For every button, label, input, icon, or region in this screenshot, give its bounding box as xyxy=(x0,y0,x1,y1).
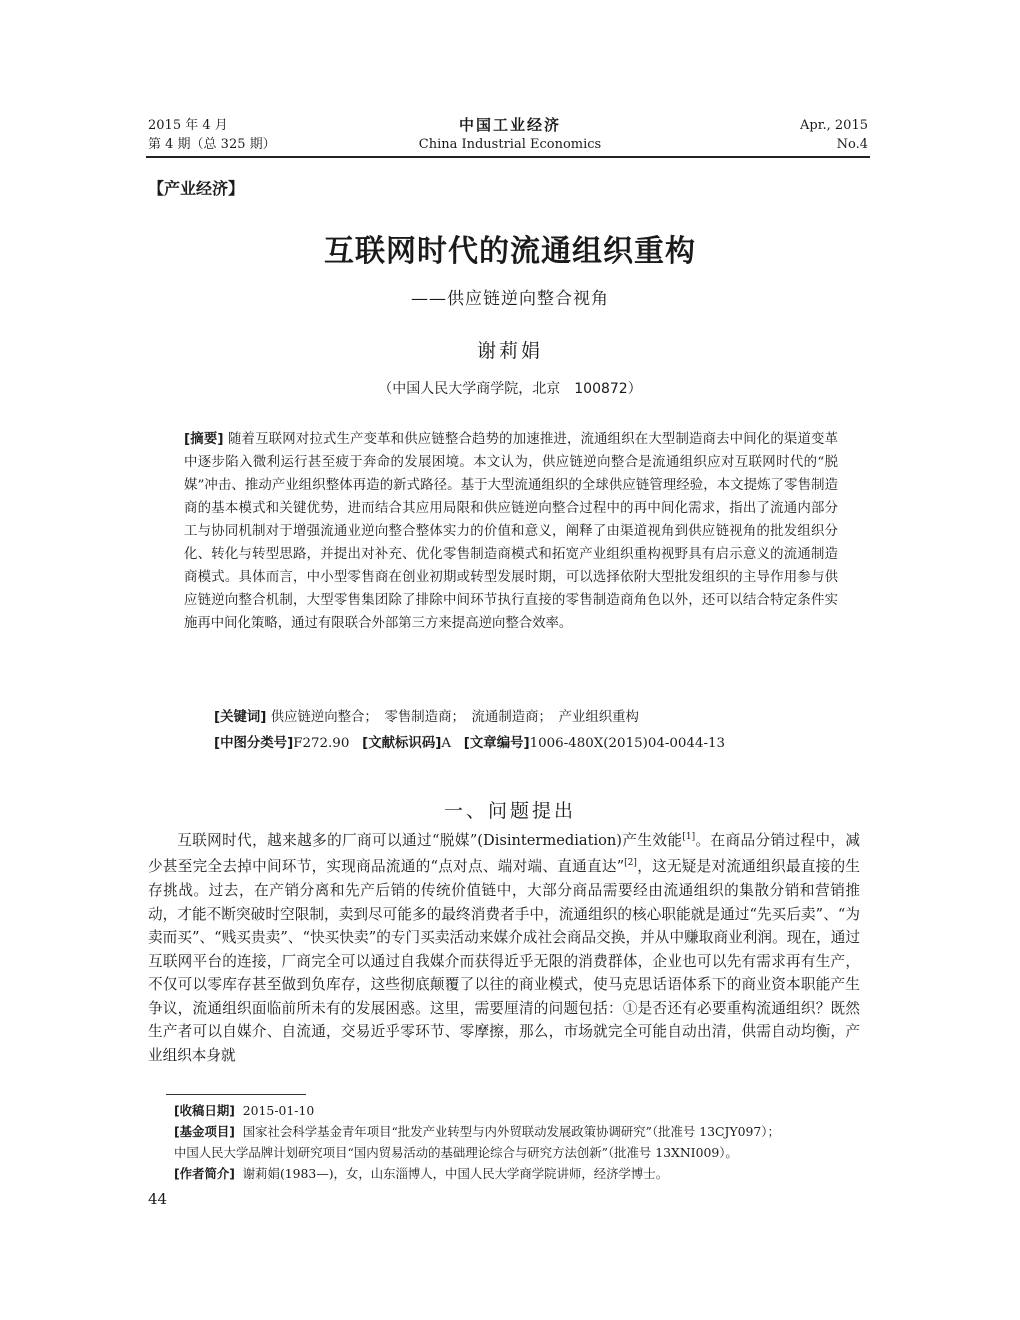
received-date: 2015-01-10 xyxy=(242,1103,315,1118)
footnote-rule xyxy=(166,1094,306,1095)
journal-name-en: China Industrial Economics xyxy=(418,137,602,152)
footnote-fund-continued: 中国人民大学品牌计划研究项目“国内贸易活动的基础理论综合与研究方法创新”（批准号 13XNI009）。 xyxy=(174,1145,738,1160)
header-right xyxy=(800,116,868,154)
citation-ref-1: [1] xyxy=(682,832,696,842)
author-affiliation: （中国人民大学商学院，北京 100872） xyxy=(378,381,642,397)
fund-line-1: 国家社会科学基金青年项目“批发产业转型与内外贸联动发展政策协调研究”（批准号 13CJY097）； xyxy=(242,1124,780,1139)
header-rule xyxy=(146,156,870,158)
citation-ref-2: [2] xyxy=(624,858,637,869)
keywords xyxy=(214,708,854,728)
body-text-part-1: 互联网时代，越来越多的厂商可以通过“脱媒”(Disintermediation)产生效能 xyxy=(177,831,683,849)
doc-code-label: [文献标识码] xyxy=(362,736,442,751)
author-bio-label: [作者简介] xyxy=(174,1166,235,1181)
footnote-fund xyxy=(174,1121,874,1142)
paper-title: 互联网时代的流通组织重构 xyxy=(324,234,696,269)
article-number-label: [文章编号] xyxy=(463,736,530,751)
body-text-part-3: ，这无疑是对流通组织最直接的生存挑战。过去，在产销分离和先产后销的传统价值链中，大部分商品需要经由流通组织的集散分销和营销推动，才能不断突破时空限制，卖到尽可能多的最终消费者手中，流通组织的核心职能就是通过“先买后卖”、“为卖而买”、“贱买贵卖”、“快买快卖”的专门买卖活动来媒介成社会商品交换，并从中赚取商业利润。现在，通过互联网平台的连接，厂商完全可以通过自我媒介而获得近乎无限的消费群体，企业也可以先有需求再有生产，不仅可以零库存甚至做到负库存，这些彻底颠覆了以往的商业模式，使马克思话语体系下的商业资本职能产生争议，流通组织面临前所未有的发展困惑。这里，需要厘清的问题包括：①是否还有必要重构流通组织？既然生产者可以自媒介、自流通，交易近乎零环节、零摩擦，那么，市场就完全可能自动出清，供需自动均衡，产业组织本身就 xyxy=(148,858,860,1065)
section-tag: 【产业经济】 xyxy=(148,179,245,198)
page-number: 44 xyxy=(148,1190,168,1208)
doc-code-value: A xyxy=(441,736,452,751)
footnotes xyxy=(174,1100,874,1184)
classification xyxy=(214,734,854,754)
header-date-cn: 2015 年 4 月 xyxy=(148,118,228,133)
header-issue-en: No.4 xyxy=(836,137,868,152)
footnote-author xyxy=(174,1163,874,1184)
body-text-part-2: 。在商品分销过程中，减少甚至完全去掉中间环节，实现商品流通的“点对点、端对端、直通直达” xyxy=(148,831,860,876)
body-paragraph xyxy=(148,826,860,1068)
journal-name-cn: 中国工业经济 xyxy=(458,116,561,134)
keywords-label: [关键词] xyxy=(214,710,267,725)
received-label: [收稿日期] xyxy=(174,1103,235,1118)
clc-value: F272.90 xyxy=(293,736,350,751)
author-bio: 谢莉娟(1983—)，女，山东淄博人，中国人民大学商学院讲师，经济学博士。 xyxy=(242,1166,669,1181)
fund-label: [基金项目] xyxy=(174,1124,235,1139)
paper-subtitle: ——供应链逆向整合视角 xyxy=(411,289,609,309)
clc-label: [中图分类号] xyxy=(214,736,294,751)
keywords-text: 供应链逆向整合； 零售制造商； 流通制造商； 产业组织重构 xyxy=(270,710,639,725)
section-heading: 一、问题提出 xyxy=(443,800,576,822)
article-number-value: 1006-480X(2015)04-0044-13 xyxy=(529,736,726,751)
header-date-en: Apr., 2015 xyxy=(800,118,868,133)
abstract-label: [摘要] xyxy=(184,432,224,447)
abstract-text: 随着互联网对拉式生产变革和供应链整合趋势的加速推进，流通组织在大型制造商去中间化的渠道变革中逐步陷入微利运行甚至疲于奔命的发展困境。本文认为，供应链逆向整合是流通组织应对互联网时代的“脱媒”冲击、推动产业组织整体再造的新式路径。基于大型流通组织的全球供应链管理经验，本文提炼了零售制造商的基本模式和关键优势，进而结合其应用局限和供应链逆向整合过程中的再中间化需求，指出了流通内部分工与协同机制对于增强流通业逆向整合整体实力的价值和意义，阐释了由渠道视角到供应链视角的批发组织分化、转化与转型思路，并提出对补充、优化零售制造商模式和拓宽产业组织重构视野具有启示意义的流通制造商模式。具体而言，中小型零售商在创业初期或转型发展时期，可以选择依附大型批发组织的主导作用参与供应链逆向整合机制，大型零售集团除了排除中间环节执行直接的零售制造商角色以外，还可以结合特定条件实施再中间化策略，通过有限联合外部第三方来提高逆向整合效率。 xyxy=(184,432,838,631)
abstract xyxy=(184,428,838,635)
author-name: 谢莉娟 xyxy=(476,340,543,362)
footnote-received xyxy=(174,1100,874,1121)
header-issue-cn: 第 4 期（总 325 期） xyxy=(148,137,276,152)
